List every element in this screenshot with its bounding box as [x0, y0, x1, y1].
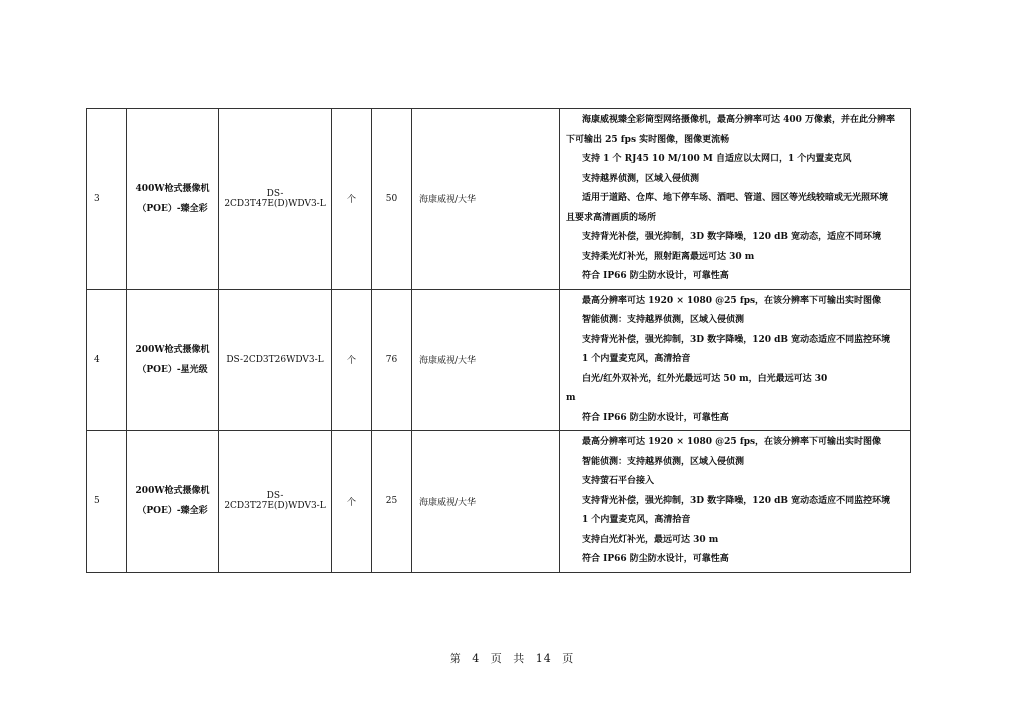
spec-line: 符合 IP66 防尘防水设计，可靠性高 [582, 412, 729, 423]
spec-line: 支持萤石平台接入 [582, 476, 655, 486]
model-number: DS-2CD3T27E(D)WDV3-L [219, 431, 332, 573]
spec-line: 智能侦测：支持越界侦测，区域入侵侦测 [582, 456, 745, 467]
spec-line: 智能侦测：支持越界侦测，区域入侵侦测 [582, 315, 745, 325]
product-name-line: （POE）-星光级 [137, 364, 208, 375]
product-name-line: （POE）-臻全彩 [137, 203, 208, 214]
footer-page-number: 4 [472, 652, 481, 665]
page-footer [0, 650, 1024, 666]
spec-line: 支持背光补偿，强光抑制，3D 数字降噪，120 dB 宽动态适应不同监控环境 [582, 495, 891, 506]
spec-line: m [566, 393, 576, 403]
spec-cell [560, 431, 911, 573]
spec-line: 白光/红外双补光，红外光最远可达 50 m，白光最远可达 30 [582, 373, 828, 384]
spec-line: 适用于道路、仓库、地下停车场、酒吧、管道、园区等光线较暗或无光照环境 [582, 193, 889, 203]
spec-cell [560, 109, 911, 290]
brand: 海康威视/大华 [412, 431, 560, 573]
quantity: 50 [372, 109, 412, 290]
product-name-line: （POE）-臻全彩 [137, 506, 208, 517]
footer-prefix: 第 [449, 652, 462, 665]
footer-total-pages: 14 [535, 652, 552, 665]
model-number: DS-2CD3T26WDV3-L [219, 289, 332, 431]
spec-line: 支持背光补偿，强光抑制，3D 数字降噪，120 dB 宽动态，适应不同环境 [582, 232, 882, 242]
quantity: 25 [372, 431, 412, 573]
product-name [127, 431, 219, 573]
spec-line: 1 个内置麦克风，高清拾音 [582, 515, 691, 525]
product-name [127, 289, 219, 431]
footer-total-word: 共 [513, 652, 526, 665]
footer-total-unit: 页 [562, 652, 575, 665]
brand: 海康威视/大华 [412, 289, 560, 431]
table-row [87, 431, 911, 573]
spec-line: 支持柔光灯补光，照射距离最远可达 30 m [582, 251, 755, 262]
spec-line: 支持背光补偿，强光抑制，3D 数字降噪，120 dB 宽动态适应不同监控环境 [582, 334, 891, 345]
footer-page-unit: 页 [490, 652, 503, 665]
product-name-line: 400W枪式摄像机 [135, 183, 210, 194]
brand: 海康威视/大华 [412, 109, 560, 290]
spec-line: 最高分辨率可达 1920 × 1080 @25 fps，在该分辨率下可输出实时图像 [582, 295, 882, 306]
table-row [87, 109, 911, 290]
row-number: 3 [87, 109, 127, 290]
row-number: 4 [87, 289, 127, 431]
product-name [127, 109, 219, 290]
spec-line: 支持 1 个 RJ45 10 M/100 M 自适应以太网口，1 个内置麦克风 [582, 154, 852, 164]
product-name-line: 200W枪式摄像机 [135, 486, 210, 497]
spec-line: 下可输出 25 fps 实时图像，图像更流畅 [566, 134, 730, 145]
spec-line: 且要求高清画质的场所 [566, 212, 657, 223]
row-number: 5 [87, 431, 127, 573]
unit: 个 [332, 109, 372, 290]
spec-line: 最高分辨率可达 1920 × 1080 @25 fps，在该分辨率下可输出实时图像 [582, 437, 882, 447]
spec-line: 海康威视臻全彩筒型网络摄像机，最高分辨率可达 400 万像素，并在此分辨率 [582, 115, 896, 125]
product-name-line: 200W枪式摄像机 [135, 344, 210, 355]
spec-line: 符合 IP66 防尘防水设计，可靠性高 [582, 271, 729, 281]
unit: 个 [332, 289, 372, 431]
quantity: 76 [372, 289, 412, 431]
spec-cell [560, 289, 911, 431]
table-row [87, 289, 911, 431]
spec-line: 1 个内置麦克风，高清拾音 [582, 354, 691, 364]
equipment-spec-table [86, 108, 911, 573]
unit: 个 [332, 431, 372, 573]
spec-line: 支持白光灯补光，最远可达 30 m [582, 534, 719, 545]
spec-line: 符合 IP66 防尘防水设计，可靠性高 [582, 554, 729, 564]
spec-line: 支持越界侦测，区域入侵侦测 [582, 173, 700, 184]
model-number: DS-2CD3T47E(D)WDV3-L [219, 109, 332, 290]
